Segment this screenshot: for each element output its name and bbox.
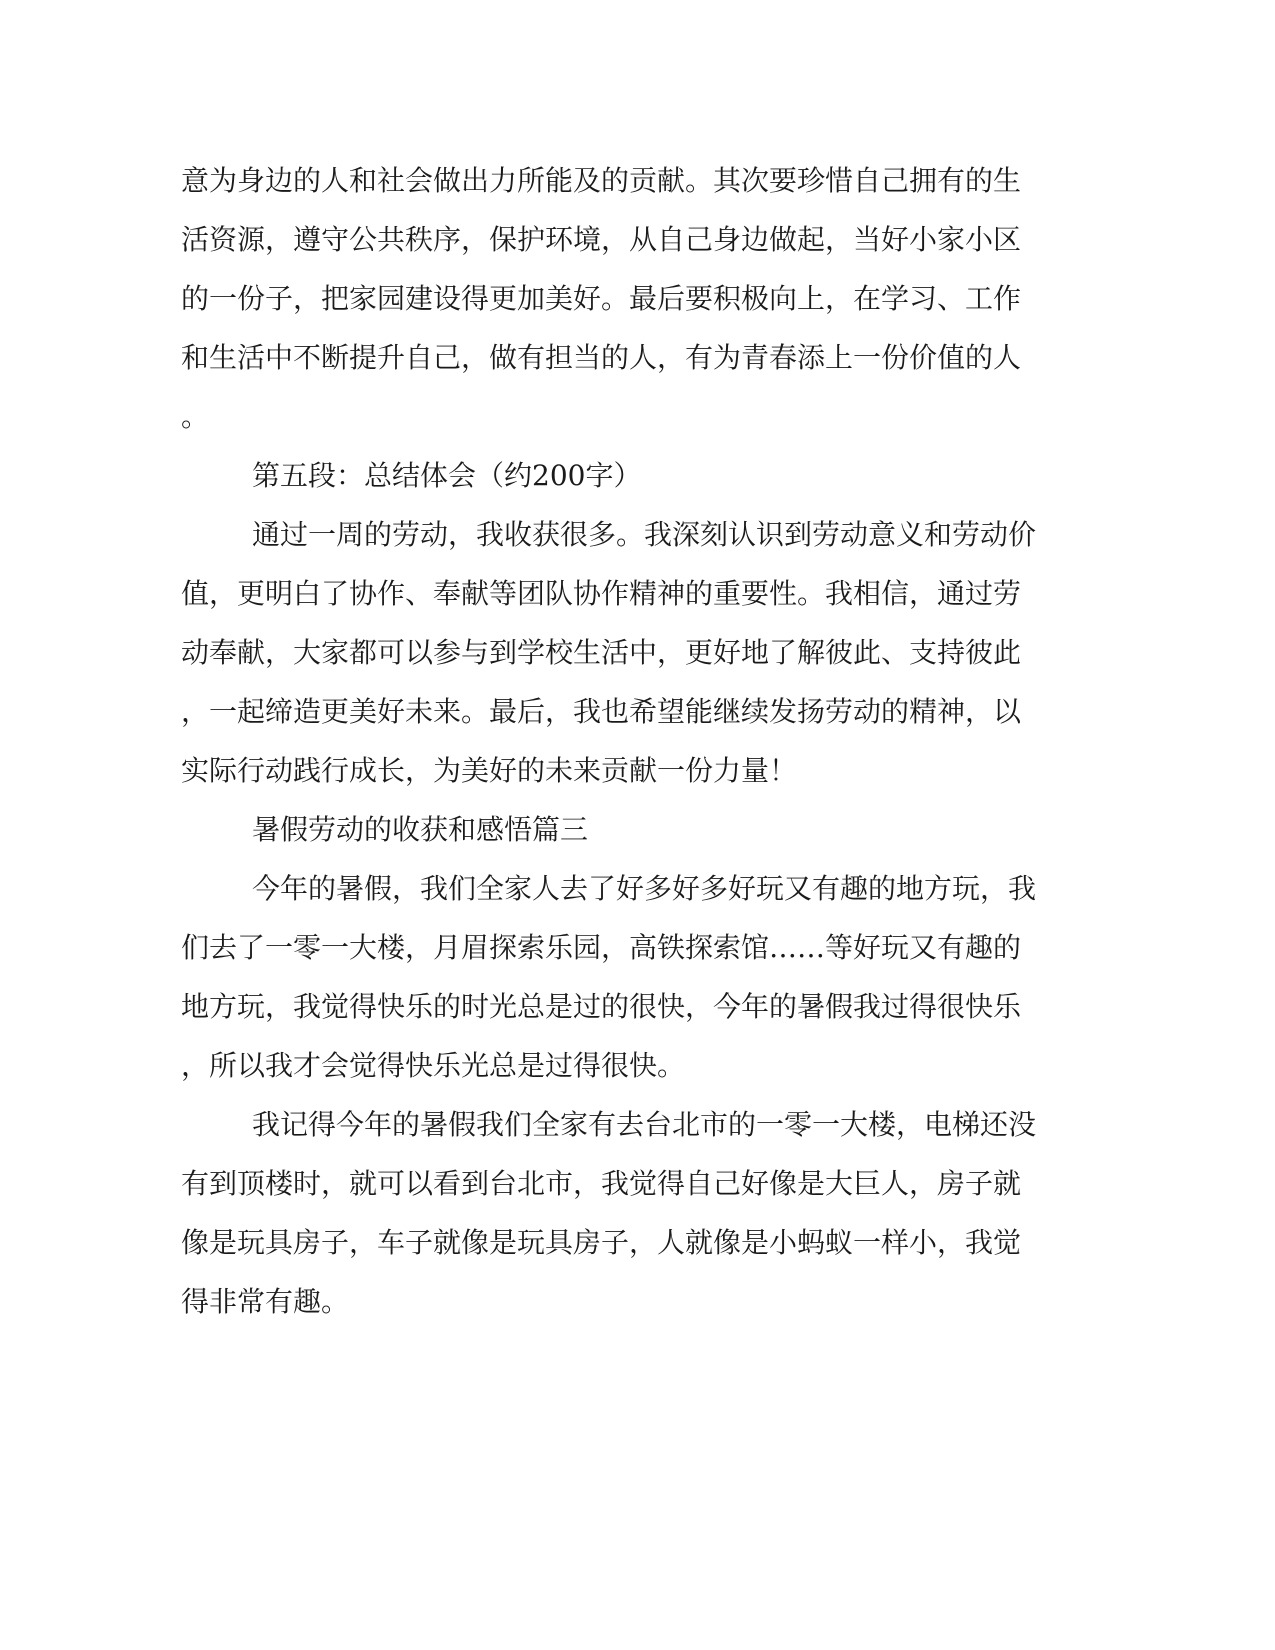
text-line: 通过一周的劳动，我收获很多。我深刻认识到劳动意义和劳动价 <box>252 518 1037 551</box>
text-line: 有到顶楼时，就可以看到台北市，我觉得自己好像是大巨人，房子就 <box>181 1167 1022 1200</box>
text-line: 的一份子，把家园建设得更加美好。最后要积极向上，在学习、工作 <box>181 282 1022 315</box>
text-line: 实际行动践行成长，为美好的未来贡献一份力量！ <box>181 754 798 787</box>
text-line: 。 <box>181 400 210 433</box>
text-line: 地方玩，我觉得快乐的时光总是过的很快，今年的暑假我过得很快乐 <box>181 990 1022 1023</box>
text-line: ，一起缔造更美好未来。最后，我也希望能继续发扬劳动的精神，以 <box>181 695 1022 728</box>
text-line: 和生活中不断提升自己，做有担当的人，有为青春添上一份价值的人 <box>181 341 1022 374</box>
text-line: 值，更明白了协作、奉献等团队协作精神的重要性。我相信，通过劳 <box>181 577 1022 610</box>
text-line: 得非常有趣。 <box>181 1285 350 1318</box>
text-line: 像是玩具房子，车子就像是玩具房子，人就像是小蚂蚁一样小，我觉 <box>181 1226 1022 1259</box>
text-line: 我记得今年的暑假我们全家有去台北市的一零一大楼，电梯还没 <box>252 1108 1037 1141</box>
text-line: 活资源，遵守公共秩序，保护环境，从自己身边做起，当好小家小区 <box>181 223 1022 256</box>
section-heading: 第五段：总结体会（约200字） <box>252 459 642 492</box>
text-line: 今年的暑假，我们全家人去了好多好多好玩又有趣的地方玩，我 <box>252 872 1037 905</box>
text-line: 动奉献，大家都可以参与到学校生活中，更好地了解彼此、支持彼此 <box>181 636 1022 669</box>
text-line: 们去了一零一大楼，月眉探索乐园，高铁探索馆……等好玩又有趣的 <box>181 931 1022 964</box>
article-title: 暑假劳动的收获和感悟篇三 <box>252 813 589 846</box>
text-line: ，所以我才会觉得快乐光总是过得很快。 <box>181 1049 686 1082</box>
text-line: 意为身边的人和社会做出力所能及的贡献。其次要珍惜自己拥有的生 <box>181 164 1022 197</box>
